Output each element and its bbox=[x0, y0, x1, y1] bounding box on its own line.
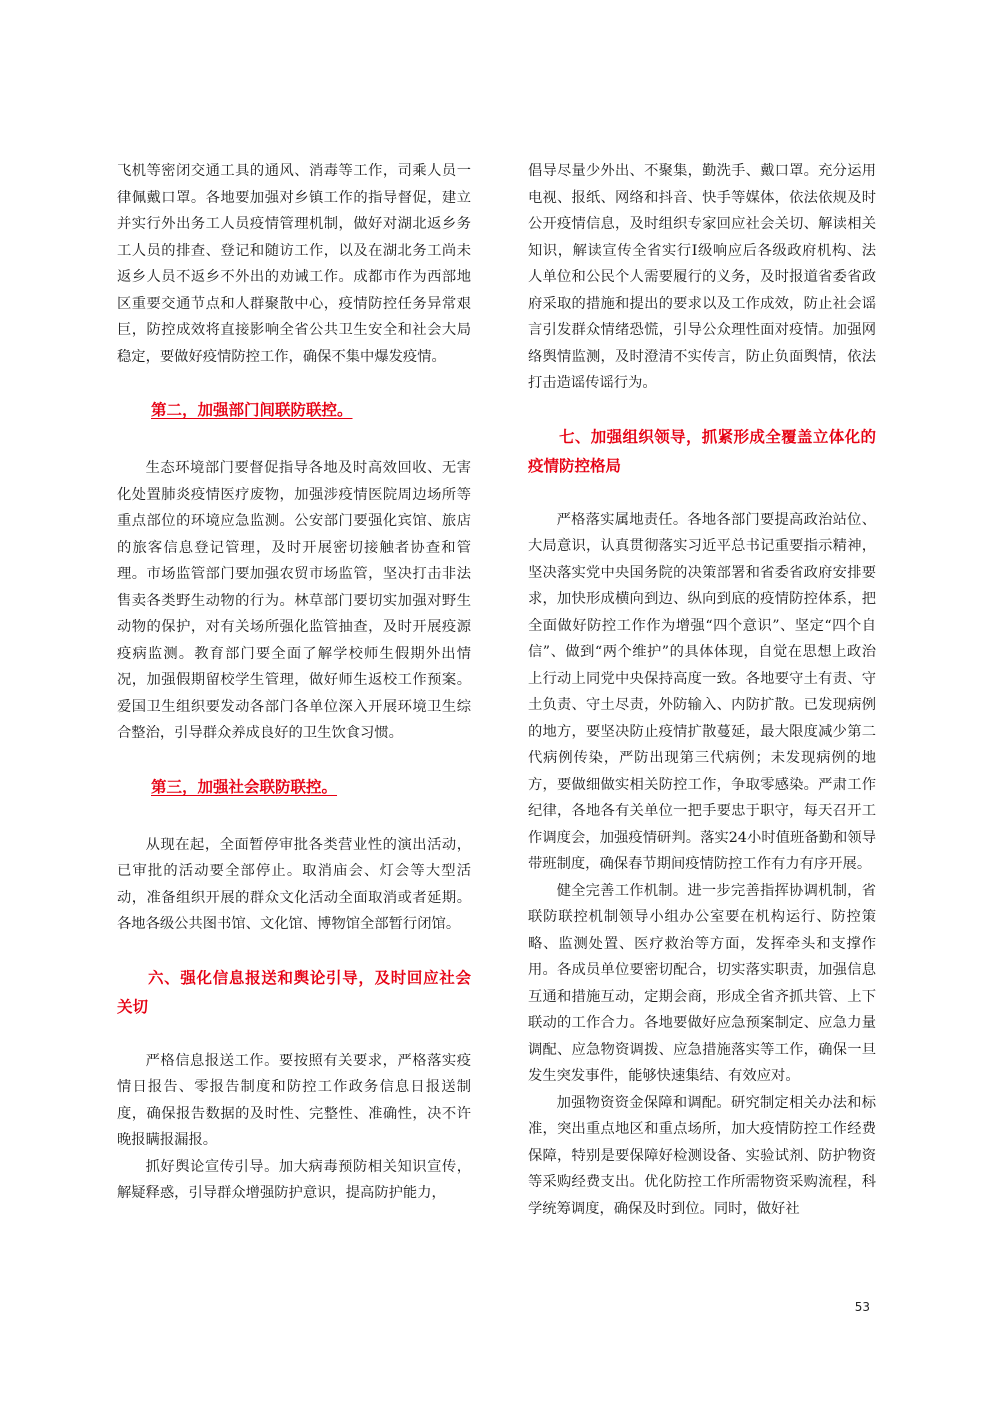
right-paragraph-work-mechanism: 健全完善工作机制。进一步完善指挥协调机制，省联防联控机制领导小组办公室要在机构运行、防控策略、监测处置、医疗救治等方面，发挥牵头和支撑作用。各成员单位要密切配合，切实落实职责，加强信息互通和措施互动，定期会商，形成全省齐抓共管、上下联动的工作合力。各地要做好应急预案制定、应急力量调配、应急物资调拨、应急措施落实等工作，确保一旦发生突发事件，能够快速集结、有效应对。 bbox=[528, 882, 876, 1084]
right-paragraph-material-funding: 加强物资资金保障和调配。研究制定相关办法和标准，突出重点地区和重点场所，加大疫情防控工作经费保障，特别是要保障好检测设备、实验试剂、防护物资等采购经费支出。优化防控工作所需物资采购流程，科学统筹调度，确保及时到位。同时，做好社 bbox=[528, 1094, 876, 1217]
heading-seven-organization-leadership: 七、加强组织领导，抓紧形成全覆盖立体化的疫情防控格局 bbox=[528, 427, 876, 475]
heading-six-information-reporting: 六、强化信息报送和舆论引导，及时回应社会关切 bbox=[117, 968, 471, 1016]
heading-second-department-coordination: 第二，加强部门间联防联控。 bbox=[151, 401, 353, 419]
left-paragraph-continued: 飞机等密闭交通工具的通风、消毒等工作，司乘人员一律佩戴口罩。各地要加强对乡镇工作的指导督促，建立并实行外出务工人员疫情管理机制，做好对湖北返乡务工人员的排查、登记和随访工作，以及在湖北务工尚未返乡人员不返乡不外出的劝诫工作。成都市作为西部地区重要交通节点和人群聚散中心，疫情防控任务异常艰巨，防控成效将直接影响全省公共卫生安全和社会大局稳定，要做好疫情防控工作，确保不集中爆发疫情。 bbox=[117, 163, 471, 365]
left-column bbox=[117, 158, 471, 1207]
right-paragraph-continued: 倡导尽量少外出、不聚集，勤洗手、戴口罩。充分运用电视、报纸、网络和抖音、快手等媒体，依法依规及时公开疫情信息，及时组织专家回应社会关切、解读相关知识，解读宣传全省实行Ⅰ级响应后各级政府机构、法人单位和公民个人需要履行的义务，及时报道省委省政府采取的措施和提出的要求以及工作成效，防止社会谣言引发群众情绪恐慌，引导公众理性面对疫情。加强网络舆情监测，及时澄清不实传言，防止负面舆情，依法打击造谣传谣行为。 bbox=[528, 163, 876, 391]
heading-third-social-coordination: 第三，加强社会联防联控。 bbox=[151, 777, 338, 796]
right-paragraph-territorial-responsibility: 严格落实属地责任。各地各部门要提高政治站位、大局意识，认真贯彻落实习近平总书记重要指示精神，坚决落实党中央国务院的决策部署和省委省政府安排要求，加快形成横向到边、纵向到底的疫情防控体系，把全面做好防控工作作为增强“四个意识”、坚定“四个自信”、做到“两个维护”的具体体现，自觉在思想上政治上行动上同党中央保持高度一致。各地要守土有责、守土负责、守土尽责，外防输入、内防扩散。已发现病例的地方，要坚决防止疫情扩散蔓延，最大限度减少第二代病例传染，严防出现第三代病例；未发现病例的地方，要做细做实相关防控工作，争取零感染。严肃工作纪律，各地各有关单位一把手要忠于职守，每天召开工作调度会，加强疫情研判。落实24小时值班备勤和领导带班制度，确保春节期间疫情防控工作有力有序开展。 bbox=[528, 511, 876, 872]
left-paragraph-publicity: 抓好舆论宣传引导。加大病毒预防相关知识宣传，解疑释惑，引导群众增强防护意识，提高防护能力， bbox=[117, 1158, 471, 1201]
right-column bbox=[528, 158, 876, 1222]
left-paragraph-reporting: 严格信息报送工作。要按照有关要求，严格落实疫情日报告、零报告制度和防控工作政务信息日报送制度，确保报告数据的及时性、完整性、准确性，决不许晚报瞒报漏报。 bbox=[117, 1052, 471, 1148]
left-paragraph-department-duties: 生态环境部门要督促指导各地及时高效回收、无害化处置肺炎疫情医疗废物，加强涉疫情医院周边场所等重点部位的环境应急监测。公安部门要强化宾馆、旅店的旅客信息登记管理，及时开展密切接触者协查和管理。市场监管部门要加强农贸市场监管，坚决打击非法售卖各类野生动物的行为。林草部门要切实加强对野生动物的保护，对有关场所强化监管抽查，及时开展疫源疫病监测。教育部门要全面了解学校师生假期外出情况，加强假期留校学生管理，做好师生返校工作预案。爱国卫生组织要发动各部门各单位深入开展环境卫生综合整治，引导群众养成良好的卫生饮食习惯。 bbox=[117, 460, 471, 741]
page-number: 53 bbox=[854, 1300, 870, 1314]
left-paragraph-suspend-activities: 从现在起，全面暂停审批各类营业性的演出活动，已审批的活动要全部停止。取消庙会、灯会等大型活动，准备组织开展的群众文化活动全面取消或者延期。各地各级公共图书馆、文化馆、博物馆全部暂行闭馆。 bbox=[117, 836, 471, 932]
